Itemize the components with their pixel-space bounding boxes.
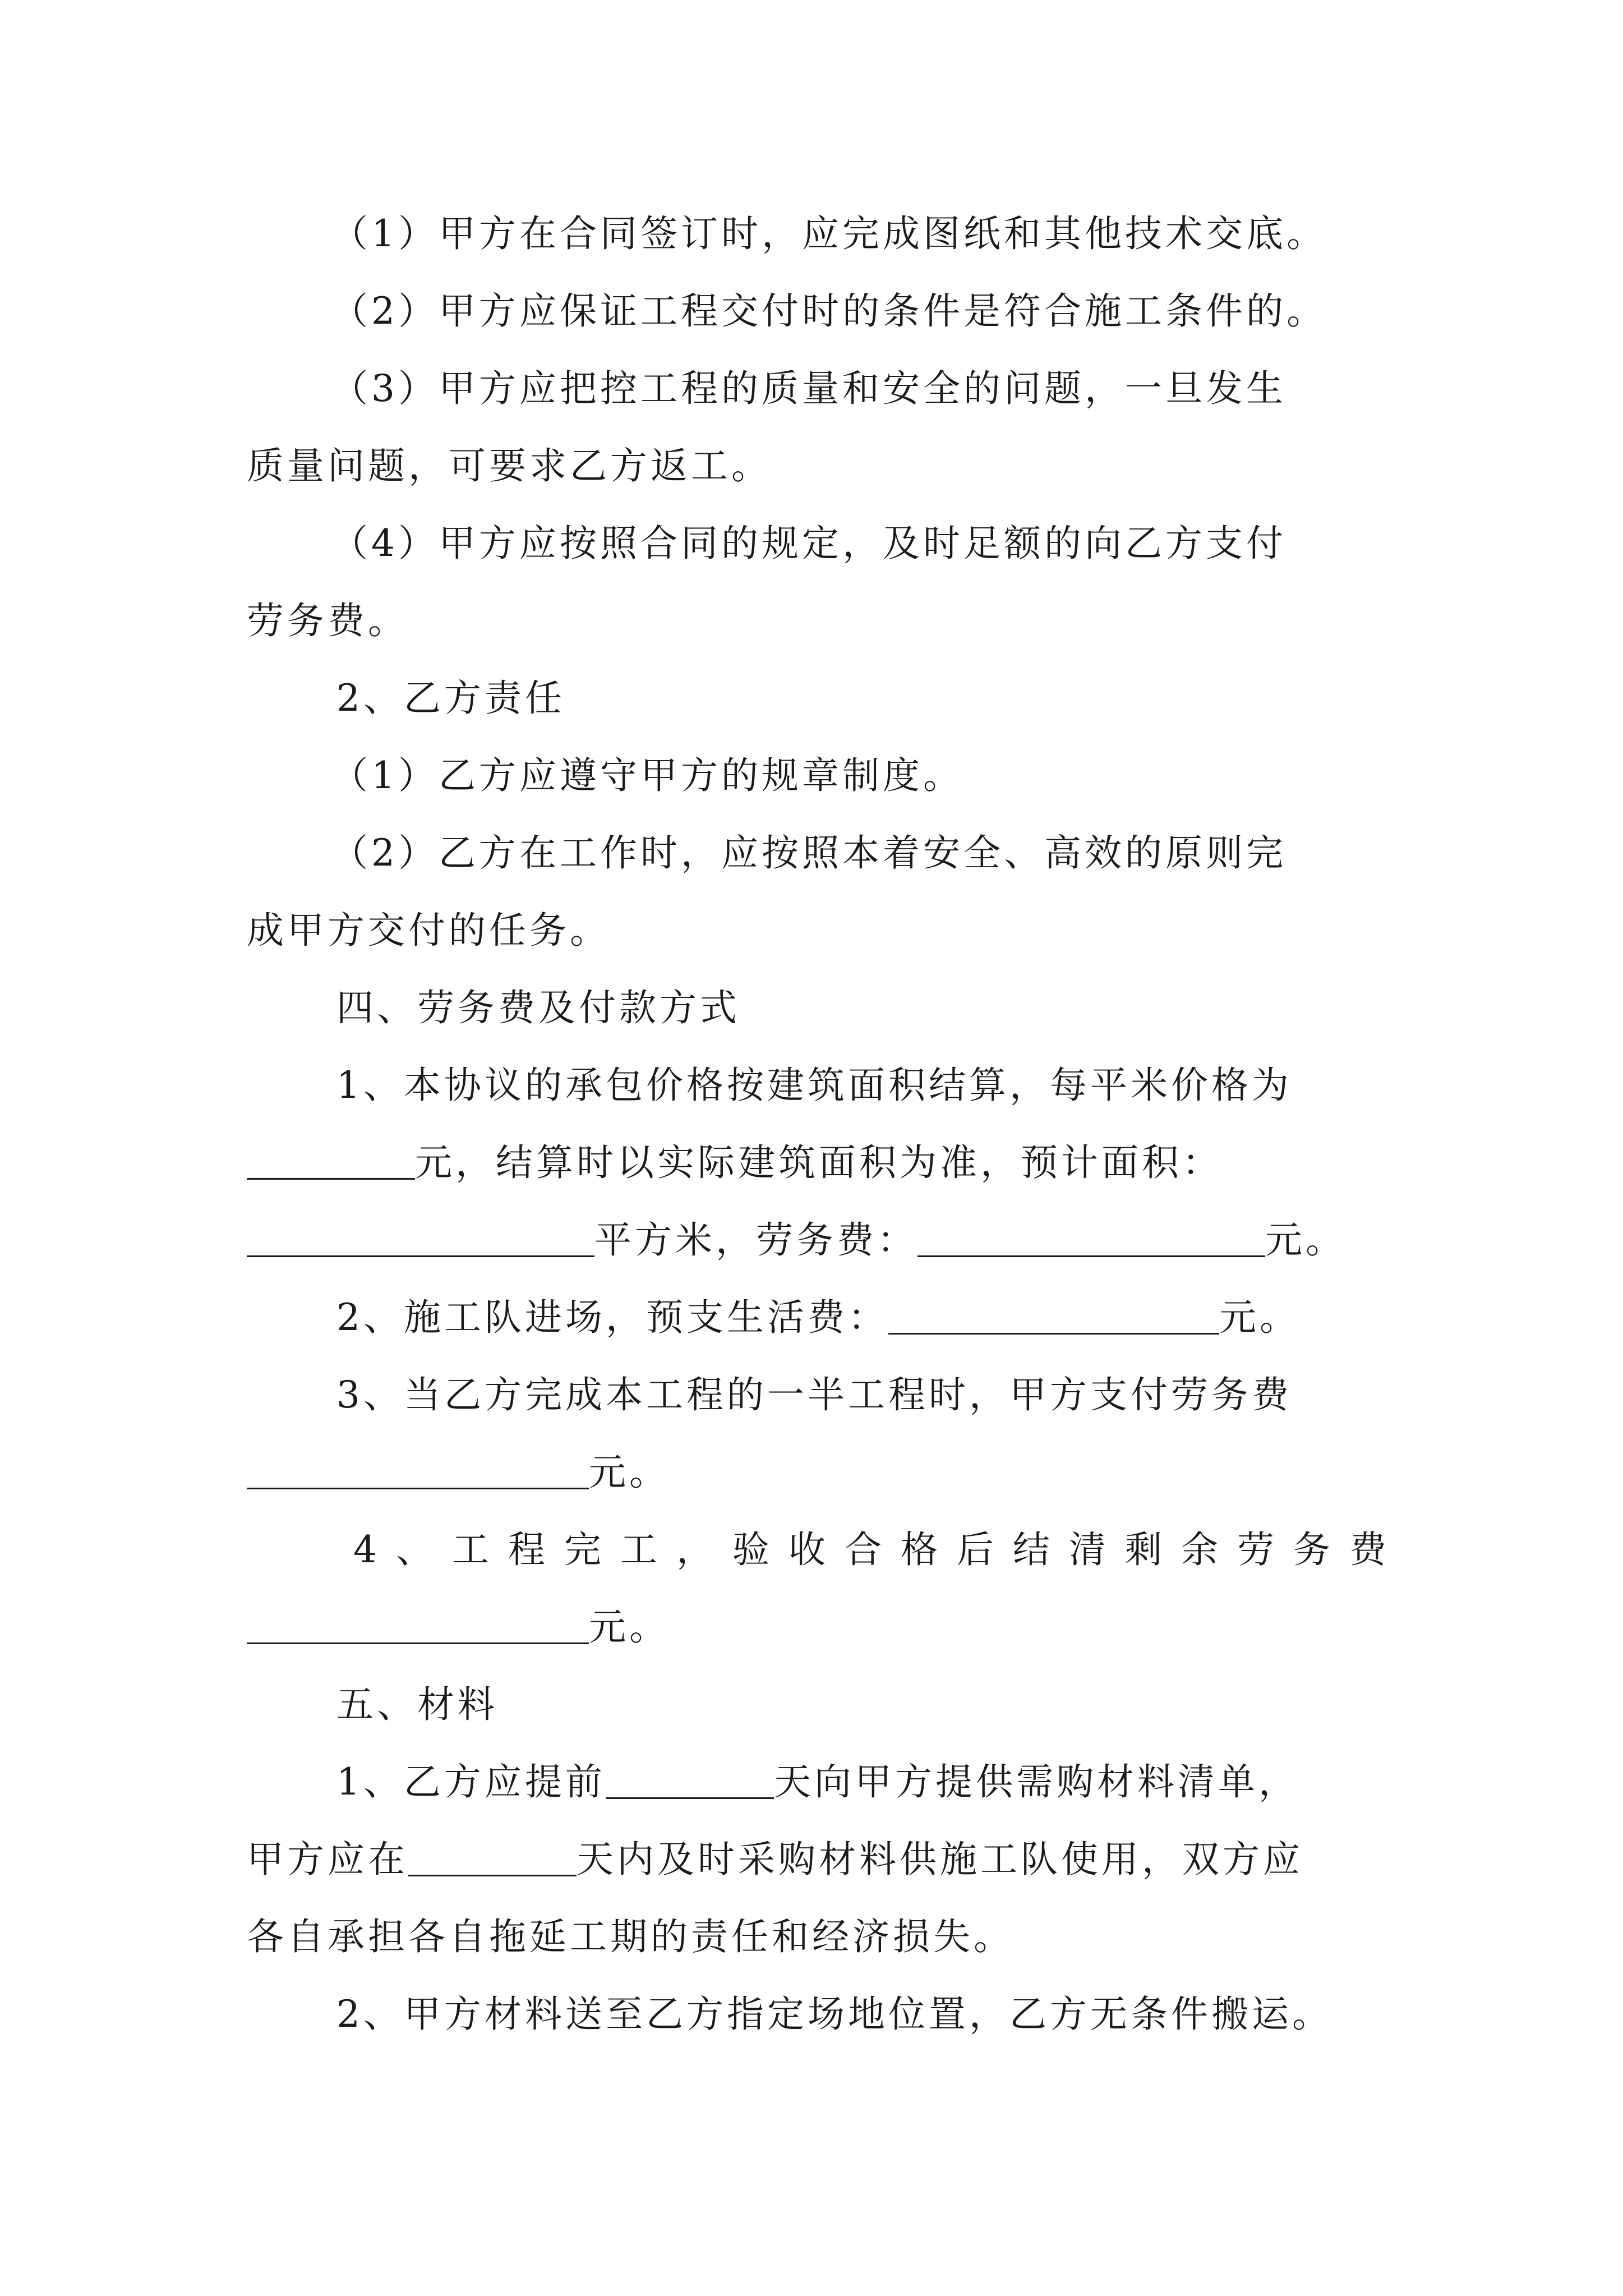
fill-in-blank[interactable] (917, 1216, 1265, 1257)
text-fragment: 元。 (1265, 1218, 1346, 1262)
text-fragment: 元。 (589, 1605, 670, 1649)
text-line: 质量问题，可要求乙方返工。 (247, 444, 772, 487)
text-line: 3、当乙方完成本工程的一半工程时，甲方支付劳务费 (336, 1373, 1292, 1416)
fill-in-blank[interactable] (408, 1835, 577, 1876)
section-heading: 五、材料 (336, 1683, 498, 1726)
text-line (247, 1132, 1391, 1194)
text-fragment: 元。 (1219, 1296, 1300, 1339)
text-fragment: 甲方应在 (247, 1838, 408, 1881)
section-heading: 四、劳务费及付款方式 (336, 986, 740, 1029)
fill-in-blank[interactable] (888, 1294, 1219, 1335)
text-line (247, 1442, 1391, 1503)
text-fragment: 2、施工队进场，预支生活费： (336, 1296, 888, 1339)
fill-in-blank[interactable] (247, 1448, 589, 1489)
text-fragment: 1、乙方应提前 (336, 1760, 606, 1803)
section-heading: 2、乙方责任 (336, 677, 565, 720)
text-fragment: 元。 (589, 1451, 670, 1494)
text-line: 2、甲方材料送至乙方指定场地位置，乙方无条件搬运。 (336, 1993, 1332, 2036)
text-line: （4）甲方应按照合同的规定，及时足额的向乙方支付 (331, 522, 1287, 565)
text-line (247, 1596, 1391, 1658)
text-line: 4、工程完工，验收合格后结清剩余劳务费 (353, 1528, 1405, 1571)
text-line: 各自承担各自拖延工期的责任和经济损失。 (247, 1915, 1014, 1958)
text-line (247, 1829, 1391, 1890)
text-line: 1、本协议的承包价格按建筑面积结算，每平米价格为 (336, 1064, 1292, 1107)
text-line (336, 1287, 1391, 1349)
text-fragment: 元，结算时以实际建筑面积为准，预计面积： (415, 1141, 1223, 1184)
text-line: （2）乙方在工作时，应按照本着安全、高效的原则完 (331, 831, 1287, 875)
fill-in-blank[interactable] (247, 1139, 415, 1180)
text-line: （1）甲方在合同签订时，应完成图纸和其他技术交底。 (331, 212, 1327, 255)
text-line (247, 1209, 1391, 1271)
text-fragment: 天向甲方提供需购材料清单， (774, 1760, 1299, 1803)
fill-in-blank[interactable] (247, 1216, 594, 1257)
text-line: 成甲方交付的任务。 (247, 909, 610, 952)
text-line: （1）乙方应遵守甲方的规章制度。 (331, 754, 963, 797)
text-line: 劳务费。 (247, 599, 408, 642)
fill-in-blank[interactable] (606, 1758, 774, 1799)
text-line: （3）甲方应把控工程的质量和安全的问题，一旦发生 (331, 367, 1287, 410)
text-line: （2）甲方应保证工程交付时的条件是符合施工条件的。 (331, 289, 1327, 333)
text-line (336, 1751, 1391, 1813)
fill-in-blank[interactable] (247, 1603, 589, 1644)
text-fragment: 天内及时采购材料供施工队使用，双方应 (577, 1838, 1303, 1881)
text-fragment: 平方米，劳务费： (594, 1218, 917, 1262)
